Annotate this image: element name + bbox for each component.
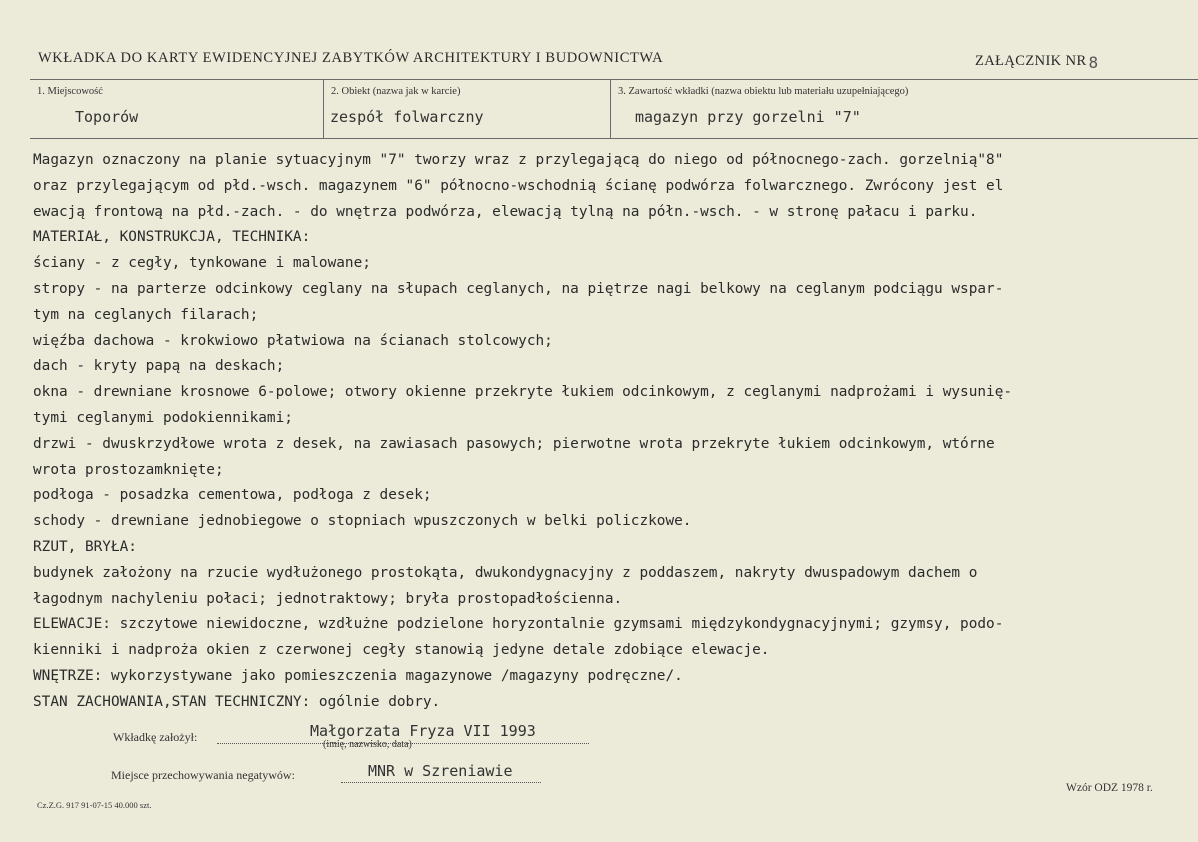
text-line: tymi ceglanymi podokiennikami; — [33, 409, 293, 426]
field-locality-label: 1. Miejscowość — [37, 86, 103, 97]
field-locality-value: Toporów — [75, 108, 139, 126]
text-line: ściany - z cegły, tynkowane i malowane; — [33, 255, 371, 272]
field-object-label: 2. Obiekt (nazwa jak w karcie) — [331, 86, 461, 97]
field-object — [323, 80, 610, 138]
negatives-dotted-line — [341, 782, 541, 783]
form-model: Wzór ODZ 1978 r. — [1066, 782, 1153, 794]
text-line: ewacją frontową na płd.-zach. - do wnętrza podwórza, elewacją tylną na półn.-wsch. - w stronę pałacu i parku. — [33, 203, 978, 220]
description-body — [33, 148, 1198, 716]
field-contents-label: 3. Zawartość wkładki (nazwa obiektu lub materiału uzupełniającego) — [618, 86, 909, 97]
author-hint: (imię, nazwisko, data) — [323, 739, 412, 750]
text-line: stropy - na parterze odcinkowy ceglany na słupach ceglanych, na piętrze nagi belkowy na ceglanym podciągu wspar- — [33, 280, 1004, 297]
author-value: Małgorzata Fryza VII 1993 — [310, 722, 536, 740]
header-fields — [30, 79, 1198, 139]
text-line: budynek założony na rzucie wydłużonego prostokąta, dwukondygnacyjny z poddaszem, nakryty dwuspadowym dachem o — [33, 564, 978, 581]
negatives-label: Miejsce przechowywania negatywów: — [111, 768, 295, 782]
negatives-value: MNR w Szreniawie — [368, 762, 513, 780]
text-line: ELEWACJE: szczytowe niewidoczne, wzdłużne podzielone horyzontalnie gzymsami międzykondygnacyjnymi; gzymsy, podo- — [33, 616, 1004, 633]
print-info: Cz.Z.G. 917 91-07-15 40.000 szt. — [37, 800, 152, 810]
field-locality — [30, 80, 322, 138]
form-title: WKŁADKA DO KARTY EWIDENCYJNEJ ZABYTKÓW ARCHITEKTURY I BUDOWNICTWA — [38, 50, 664, 66]
text-line: łagodnym nachyleniu połaci; jednotraktowy; bryła prostopadłościenna. — [33, 590, 623, 607]
attachment-number — [975, 50, 1099, 70]
section-heading: RZUT, BRYŁA: — [33, 538, 137, 555]
text-line: dach - kryty papą na deskach; — [33, 358, 285, 375]
field-contents — [610, 80, 1198, 138]
field-object-value: zespół folwarczny — [330, 108, 484, 126]
text-line: podłoga - posadzka cementowa, podłoga z desek; — [33, 487, 432, 504]
text-line: schody - drewniane jednobiegowe o stopniach wpuszczonych w belki policzkowe. — [33, 513, 692, 530]
text-line: okna - drewniane krosnowe 6-polowe; otwory okienne przekryte łukiem odcinkowym, z ceglanymi nadprożami i wysunię- — [33, 384, 1013, 401]
text-line: oraz przylegającym od płd.-wsch. magazynem "6" północno-wschodnią ścianę podwórza folwarcznego. Zwrócony jest el — [33, 177, 1004, 194]
attachment-number-value: 8 — [1088, 53, 1099, 72]
text-line: tym na ceglanych filarach; — [33, 306, 259, 323]
text-line: wrota prostozamknięte; — [33, 461, 224, 478]
section-heading: MATERIAŁ, KONSTRUKCJA, TECHNIKA: — [33, 229, 311, 246]
text-line: WNĘTRZE: wykorzystywane jako pomieszczenia magazynowe /magazyny podręczne/. — [33, 667, 683, 684]
text-line: kienniki i nadproża okien z czerwonej cegły stanowią jedyne detale zdobiące elewacje. — [33, 642, 770, 659]
field-contents-value: magazyn przy gorzelni "7" — [635, 108, 861, 126]
text-line: drzwi - dwuskrzydłowe wrota z desek, na zawiasach pasowych; pierwotne wrota przekryte łukiem odcinkowym, wtórne — [33, 435, 995, 452]
text-line: więźba dachowa - krokwiowo płatwiowa na ścianach stolcowych; — [33, 332, 553, 349]
author-label: Wkładkę założył: — [113, 730, 198, 744]
text-line: STAN ZACHOWANIA,STAN TECHNICZNY: ogólnie dobry. — [33, 693, 441, 710]
attachment-label: ZAŁĄCZNIK NR — [975, 53, 1087, 69]
text-line: Magazyn oznaczony na planie sytuacyjnym "7" tworzy wraz z przylegającą do niego od północnego-zach. gorzelnią"8" — [33, 152, 1004, 168]
